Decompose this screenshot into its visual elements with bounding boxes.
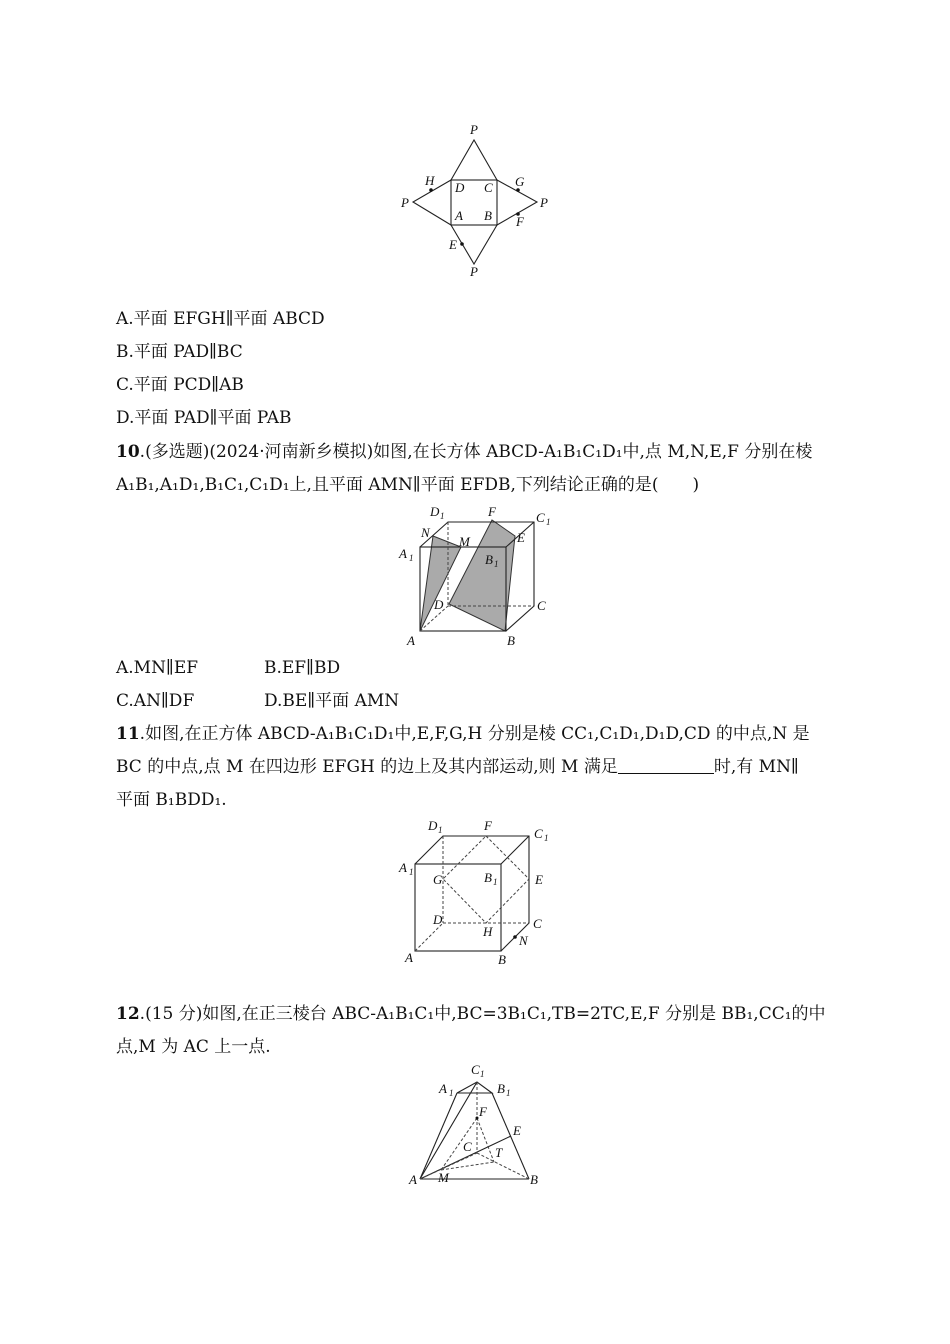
fig1-label-p-bottom: P <box>470 264 478 279</box>
svg-text:1: 1 <box>493 877 498 887</box>
fig1-label-d: D <box>455 180 465 195</box>
fig2-label-b1: B <box>485 552 493 567</box>
svg-text:1: 1 <box>480 1069 485 1079</box>
fig1-label-g: G <box>515 174 525 189</box>
fig3-label-a: A <box>405 950 413 965</box>
fig3-label-b: B <box>498 952 506 967</box>
fig3-label-h: H <box>483 924 493 939</box>
q10-number: 10 <box>116 442 140 462</box>
svg-text:1: 1 <box>440 511 445 521</box>
fig4-label-f: F <box>479 1104 487 1119</box>
fig2-label-b: B <box>507 633 515 648</box>
fig4-label-m: M <box>438 1170 449 1185</box>
fig4-label-a1: A <box>439 1081 447 1096</box>
fig4-label-c: C <box>463 1139 472 1154</box>
fig4-label-b1: B <box>497 1081 505 1096</box>
fig3-label-d1: D <box>428 818 438 833</box>
q12-number: 12 <box>116 1004 140 1024</box>
svg-text:1: 1 <box>409 867 414 877</box>
fig1-label-e: E <box>449 237 457 252</box>
fig4-label-t: T <box>495 1145 503 1160</box>
svg-text:1: 1 <box>438 825 443 835</box>
figure-cuboid-planes <box>393 500 563 652</box>
figure-cube-midpoints <box>395 816 560 970</box>
fig3-label-e: E <box>535 872 543 887</box>
fig3-label-c: C <box>533 916 542 931</box>
q12-stem-line2: 点,M 为 AC 上一点. <box>116 1037 271 1057</box>
fig2-label-d: D <box>434 597 444 612</box>
fig2-label-m: M <box>459 534 470 549</box>
svg-text:1: 1 <box>409 553 414 563</box>
q10-option-d: D.BE∥平面 AMN <box>264 691 400 711</box>
fig3-label-d: D <box>433 912 443 927</box>
fig2-label-n: N <box>421 525 430 540</box>
q12-stem-line1: 12.(15 分)如图,在正三棱台 ABC-A₁B₁C₁中,BC=3B₁C₁,TB=2TC,E,F 分别是 BB₁,CC₁的中 <box>116 1004 826 1024</box>
fig2-label-a1: A <box>399 546 407 561</box>
q9-option-c: C.平面 PCD∥AB <box>116 375 244 395</box>
figure-frustum <box>405 1060 550 1190</box>
fig4-label-e: E <box>513 1123 521 1138</box>
svg-text:1: 1 <box>544 833 549 843</box>
q10-stem-line1: 10.(多选题)(2024·河南新乡模拟)如图,在长方体 ABCD-A₁B₁C₁D₁中,点 M,N,E,F 分别在棱 <box>116 442 813 462</box>
fig2-label-d1: D <box>430 504 440 519</box>
fig3-label-n: N <box>519 933 528 948</box>
fig3-label-b1: B <box>484 870 492 885</box>
q10-option-c: C.AN∥DF <box>116 691 195 711</box>
fig2-label-c1: C <box>536 510 545 525</box>
q11-number: 11 <box>116 724 140 744</box>
fig3-label-f: F <box>484 818 492 833</box>
q11-stem-line3: 平面 B₁BDD₁. <box>116 790 227 810</box>
fig3-label-g: G <box>433 872 443 887</box>
q10-stem-line2: A₁B₁,A₁D₁,B₁C₁,C₁D₁上,且平面 AMN∥平面 EFDB,下列结论正确的是( ) <box>116 475 700 495</box>
fig3-label-c1: C <box>534 826 543 841</box>
fig2-label-a: A <box>407 633 415 648</box>
fig1-label-p-right: P <box>540 195 548 210</box>
fig4-label-c1: C <box>471 1062 480 1077</box>
fig1-label-a: A <box>455 208 463 223</box>
svg-text:1: 1 <box>449 1088 454 1098</box>
svg-text:1: 1 <box>506 1088 511 1098</box>
fig1-label-p-top: P <box>470 122 478 137</box>
svg-text:1: 1 <box>494 559 499 569</box>
q9-option-d: D.平面 PAD∥平面 PAB <box>116 408 292 428</box>
q9-option-b: B.平面 PAD∥BC <box>116 342 243 362</box>
fig1-label-b: B <box>484 208 492 223</box>
fig2-label-e: E <box>517 530 525 545</box>
fig4-label-a: A <box>409 1172 417 1187</box>
fig2-label-c: C <box>537 598 546 613</box>
q11-stem-line2: BC 的中点,点 M 在四边形 EFGH 的边上及其内部运动,则 M 满足 时,有 MN∥ <box>116 757 799 777</box>
fig3-label-a1: A <box>399 860 407 875</box>
q10-option-b: B.EF∥BD <box>264 658 341 678</box>
fig2-label-f: F <box>488 504 496 519</box>
q10-option-a: A.MN∥EF <box>116 658 199 678</box>
fig1-label-p-left: P <box>401 195 409 210</box>
fig1-label-f: F <box>516 214 524 229</box>
fig1-label-h: H <box>425 173 435 188</box>
fig4-label-b: B <box>530 1172 538 1187</box>
fig1-label-c: C <box>484 180 493 195</box>
figure-pyramid-net <box>395 118 560 284</box>
svg-text:1: 1 <box>546 517 551 527</box>
q11-stem-line1: 11.如图,在正方体 ABCD-A₁B₁C₁D₁中,E,F,G,H 分别是棱 CC₁,C₁D₁,D₁D,CD 的中点,N 是 <box>116 724 810 744</box>
q9-option-a: A.平面 EFGH∥平面 ABCD <box>116 309 325 329</box>
answer-blank[interactable] <box>618 757 714 774</box>
